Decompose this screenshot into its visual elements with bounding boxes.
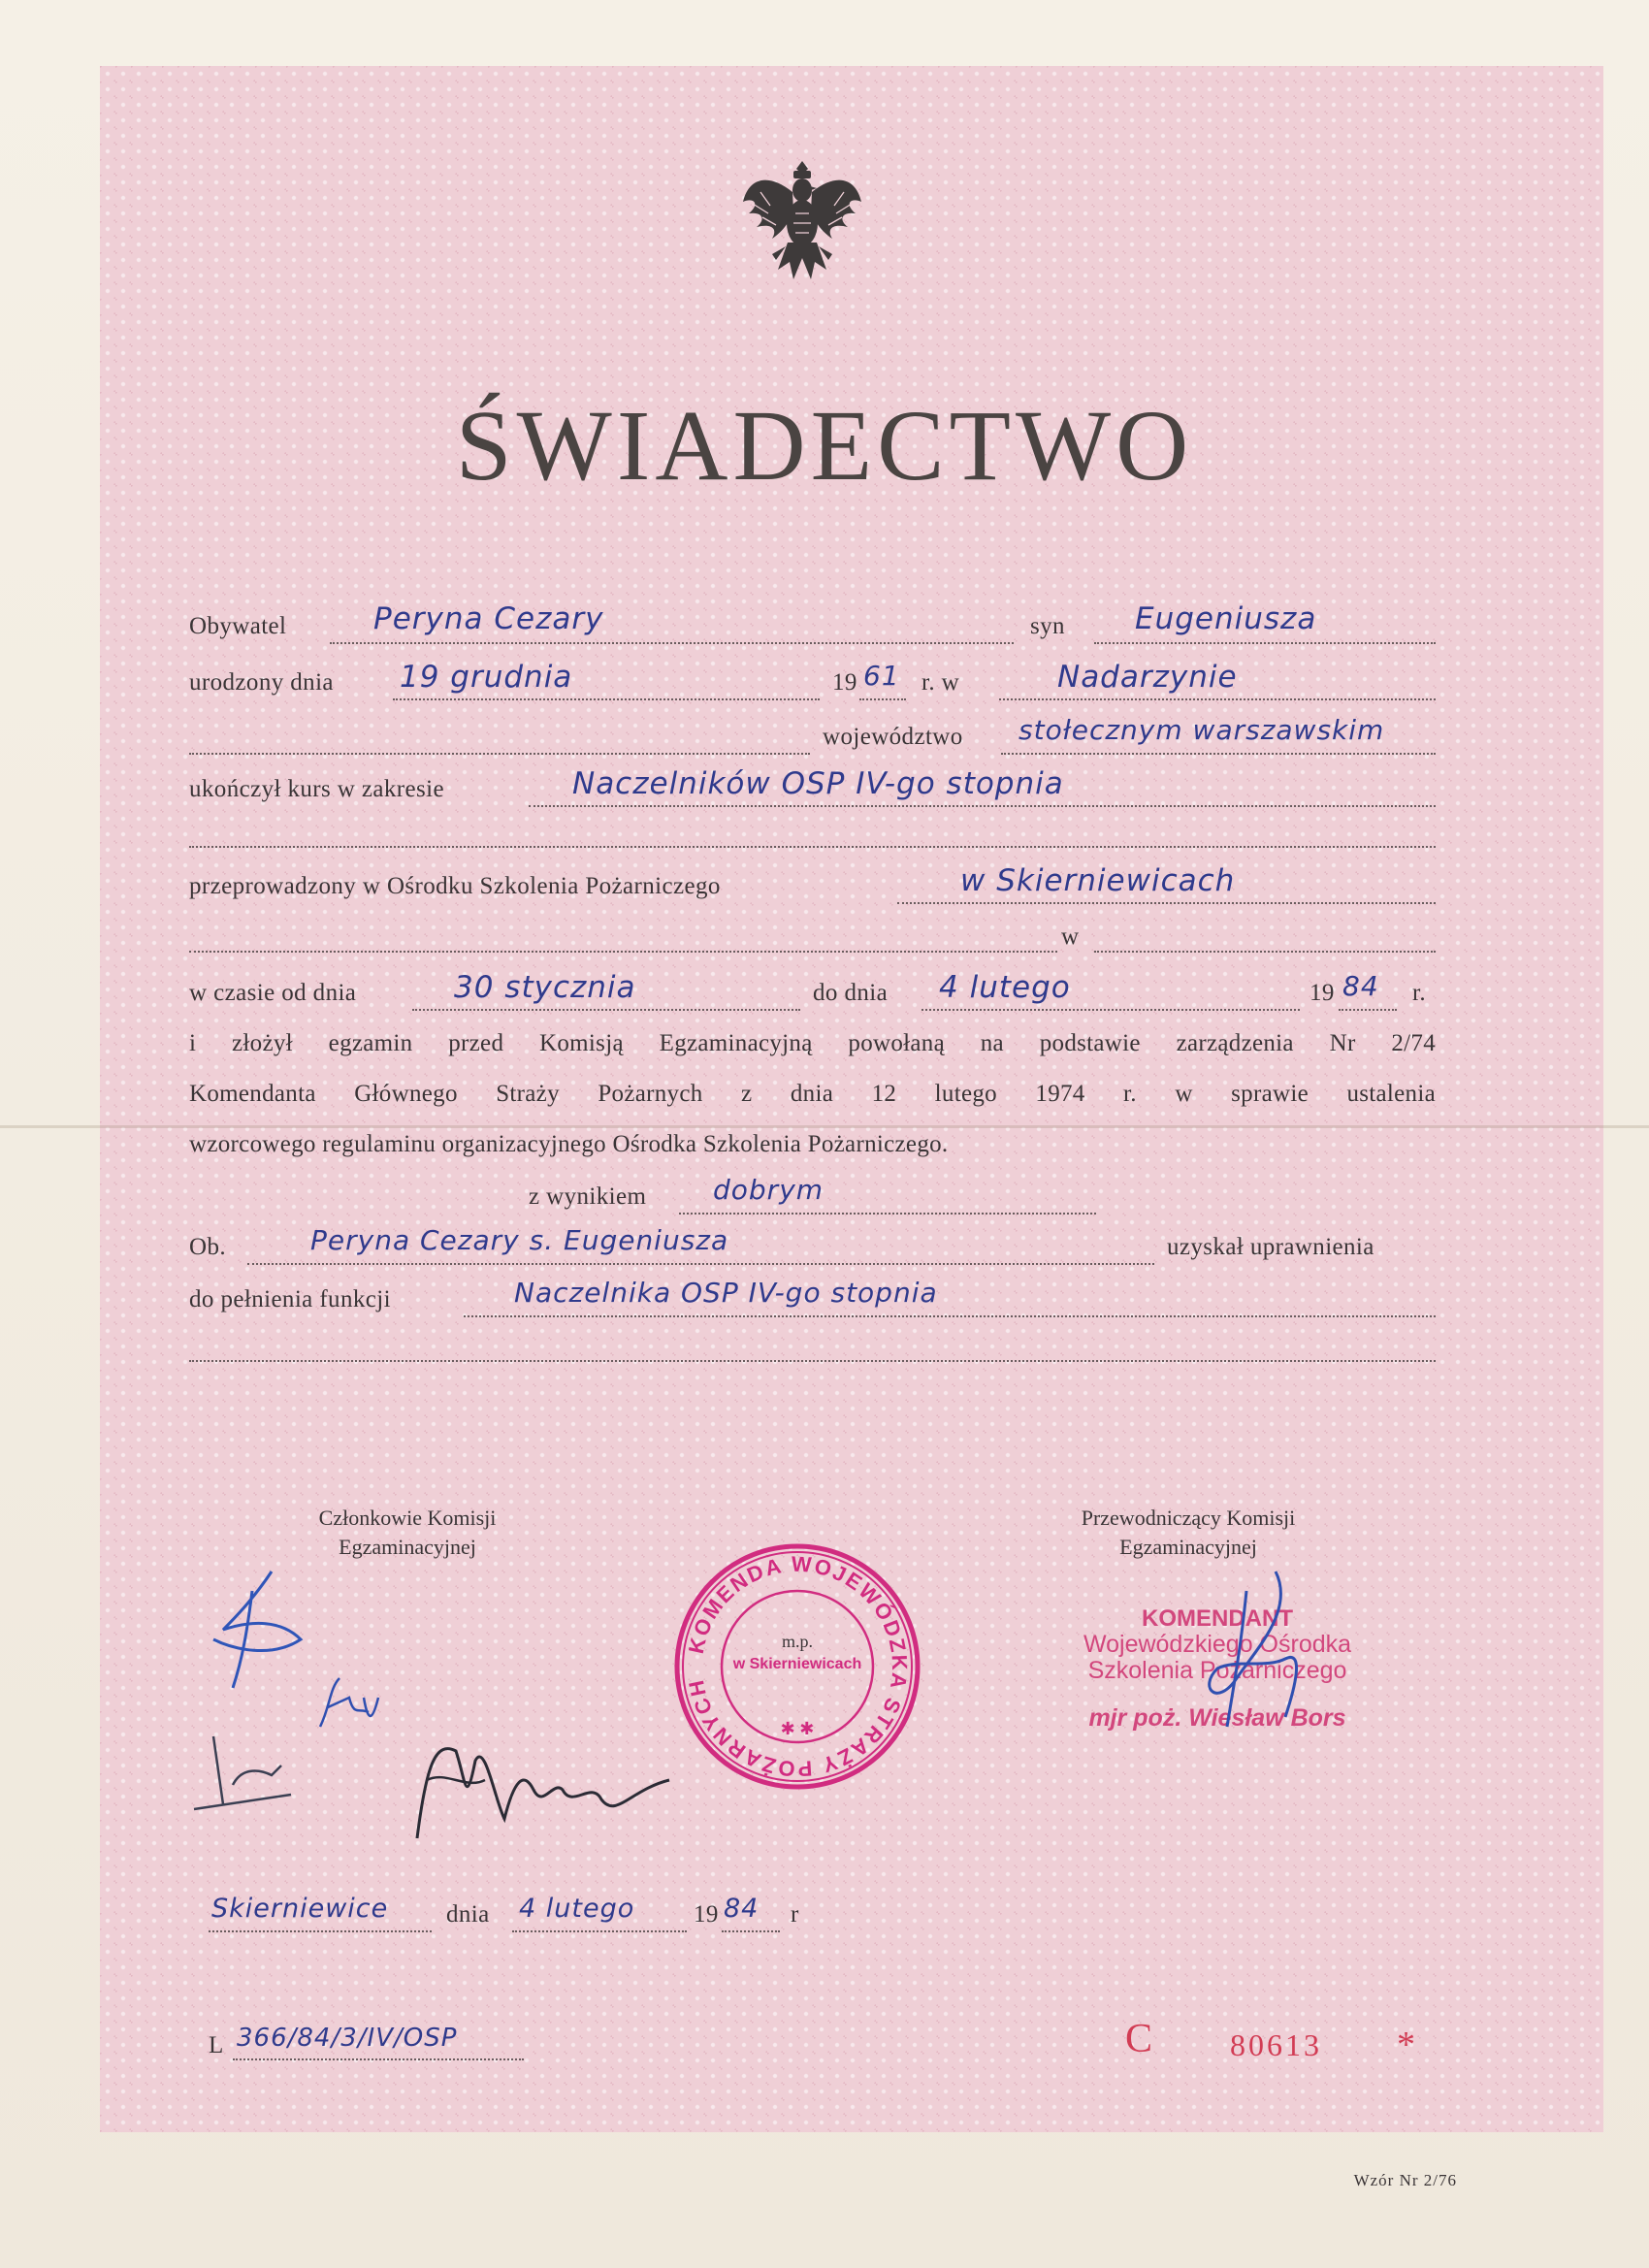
- date-year-prefix: 19: [694, 1901, 719, 1928]
- seal-outer-text: KOMENDA WOJEWÓDZKA STRAŻY POŻARNYCH: [683, 1551, 913, 1782]
- wynik-line: [679, 1213, 1096, 1215]
- wynik-value: dobrym: [713, 1174, 824, 1206]
- w-label: w: [1061, 923, 1080, 950]
- serial-star: *: [1397, 2025, 1415, 2065]
- chair-caption-line-1: Przewodniczący Komisji: [1081, 1506, 1296, 1530]
- wynik-label: z wynikiem: [529, 1183, 647, 1210]
- stamp-line-3: Szkolenia Pożarniczego: [1087, 1657, 1347, 1684]
- members-caption: [272, 1504, 543, 1562]
- do-label: do dnia: [813, 980, 889, 1006]
- przeprowadzony-label: przeprowadzony w Ośrodku Szkolenia Pożarniczego: [189, 873, 721, 899]
- birth-year-line: [859, 698, 906, 700]
- kurs-value: Naczelników OSP IV-go stopnia: [572, 766, 1064, 801]
- stamp-line-1: KOMENDANT: [1142, 1605, 1293, 1632]
- reference-line: [233, 2058, 524, 2060]
- paragraph-line-1: i złożył egzamin przed Komisją Egzaminacyjną powołaną na podstawie zarządzenia Nr 2/74: [189, 1030, 1436, 1056]
- course-r-label: r.: [1412, 980, 1426, 1006]
- wojewodztwo-value: stołecznym warszawskim: [1018, 714, 1385, 746]
- stamp-name: mjr poż. Wiesław Bors: [1088, 1704, 1346, 1732]
- do-line: [922, 1009, 1300, 1011]
- funkcja-label: do pełnienia funkcji: [189, 1286, 391, 1312]
- member-signature-2: [310, 1669, 388, 1746]
- members-caption-line-1: Członkowie Komisji: [318, 1506, 497, 1530]
- urodzony-label: urodzony dnia: [189, 669, 334, 696]
- chair-caption: [1043, 1504, 1334, 1562]
- ob-label: Ob.: [189, 1234, 227, 1260]
- member-signature-3: [184, 1717, 320, 1824]
- paragraph-line-3: wzorcowego regulaminu organizacyjnego Ośrodka Szkolenia Pożarniczego.: [189, 1131, 949, 1157]
- reference-prefix: L: [209, 2032, 224, 2058]
- birth-year-prefix: 19: [832, 669, 857, 696]
- polish-eagle-icon: [739, 153, 865, 289]
- syn-label: syn: [1030, 613, 1065, 639]
- serial-number: 80613: [1230, 2027, 1322, 2062]
- date-year-value: 84: [724, 1894, 760, 1924]
- official-round-seal: [671, 1540, 923, 1793]
- w-post-line: [1094, 951, 1436, 953]
- do-value: 4 lutego: [939, 970, 1071, 1005]
- kurs-label: ukończył kurs w zakresie: [189, 776, 444, 802]
- obywatel-value: Peryna Cezary: [373, 601, 604, 636]
- osrodek-value: w Skierniewicach: [960, 863, 1236, 898]
- form-number: Wzór Nr 2/76: [1353, 2171, 1457, 2189]
- date-line: [512, 1930, 687, 1932]
- birthplace-value: Nadarzynie: [1057, 660, 1238, 695]
- place-value: Skierniewice: [211, 1894, 389, 1924]
- od-line: [412, 1009, 800, 1011]
- wojewodztwo-label: województwo: [823, 724, 963, 750]
- course-year-value: 84: [1342, 970, 1379, 1002]
- czas-label: w czasie od dnia: [189, 980, 357, 1006]
- stamp-line-2: Wojewódzkiego Ośrodka: [1083, 1631, 1352, 1658]
- certificate-title: ŚWIADECTWO: [455, 390, 1194, 502]
- birthplace-line: [999, 698, 1436, 700]
- date-value: 4 lutego: [519, 1894, 635, 1924]
- seal-mp-text: m.p.: [781, 1632, 814, 1651]
- funkcja-continuation-line: [189, 1360, 1436, 1362]
- birth-year-value: 61: [863, 660, 900, 692]
- place-line: [209, 1930, 432, 1932]
- seal-inner-text: w Skierniewicach: [732, 1656, 862, 1672]
- wojewodztwo-pre-line: [189, 753, 810, 755]
- regulation-paragraph: [189, 1019, 1436, 1170]
- obywatel-line: [330, 642, 1014, 644]
- funkcja-value: Naczelnika OSP IV-go stopnia: [514, 1277, 938, 1309]
- members-caption-line-2: Egzaminacyjnej: [339, 1535, 476, 1559]
- od-value: 30 stycznia: [454, 970, 636, 1005]
- urodzony-value: 19 grudnia: [400, 660, 573, 695]
- rw-label: r. w: [922, 669, 960, 696]
- ob-line: [247, 1263, 1154, 1265]
- date-dnia-label: dnia: [446, 1901, 490, 1928]
- paragraph-line-2: Komendanta Głównego Straży Pożarnych z dnia 12 lutego 1974 r. w sprawie ustalenia: [189, 1081, 1436, 1107]
- chair-signature: [1179, 1562, 1314, 1736]
- uprawnienia-label: uzyskał uprawnienia: [1167, 1234, 1374, 1260]
- ob-value: Peryna Cezary s. Eugeniusza: [310, 1224, 729, 1256]
- w-pre-line: [189, 951, 1057, 953]
- reference-value: 366/84/3/IV/OSP: [237, 2024, 458, 2053]
- urodzony-line: [393, 698, 820, 700]
- course-year-line: [1339, 1009, 1397, 1011]
- kurs-line: [529, 805, 1436, 807]
- funkcja-line: [464, 1315, 1436, 1317]
- series-letter: C: [1125, 2017, 1153, 2061]
- seal-stars: ✱ ✱: [780, 1719, 815, 1738]
- syn-value: Eugeniusza: [1135, 601, 1317, 636]
- member-signature-1: [194, 1562, 330, 1707]
- course-year-prefix: 19: [1310, 980, 1335, 1006]
- wojewodztwo-line: [1001, 753, 1436, 755]
- osrodek-line: [897, 902, 1436, 904]
- syn-line: [1094, 642, 1436, 644]
- date-year-line: [722, 1930, 780, 1932]
- obywatel-label: Obywatel: [189, 613, 287, 639]
- chair-caption-line-2: Egzaminacyjnej: [1119, 1535, 1257, 1559]
- kurs-continuation-line: [189, 846, 1436, 848]
- member-signature-4: [398, 1722, 689, 1858]
- date-r-label: r: [791, 1901, 799, 1928]
